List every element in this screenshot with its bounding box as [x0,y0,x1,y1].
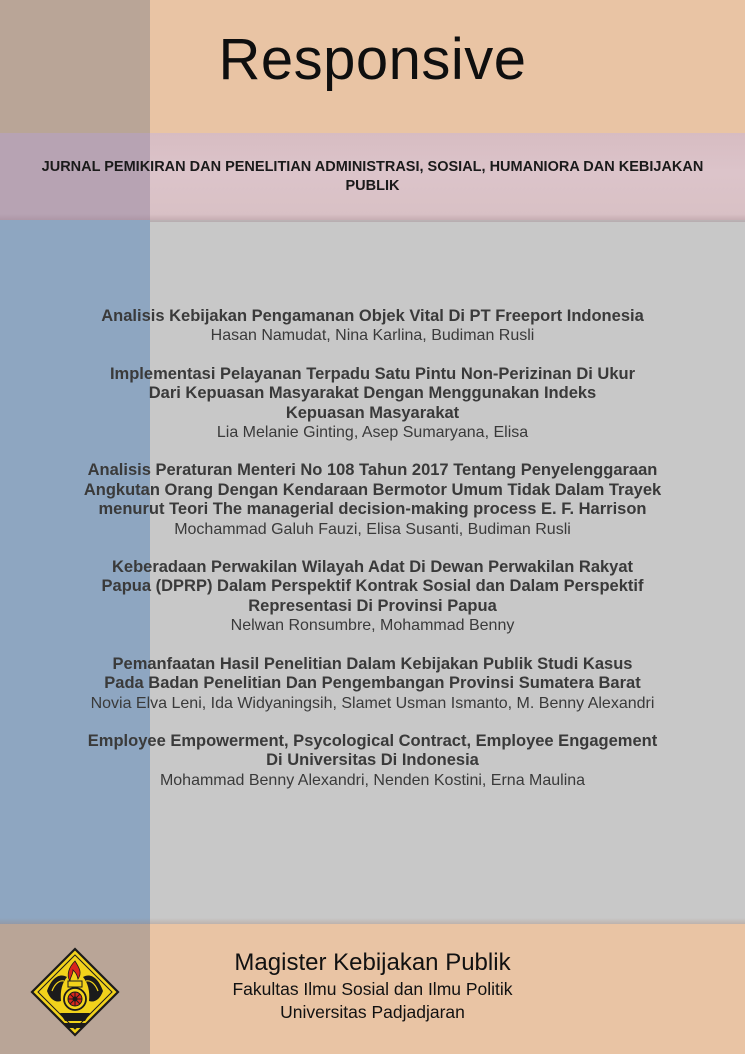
article-title-line: menurut Teori The managerial decision-making process E. F. Harrison [98,500,647,519]
article-entry [40,558,705,636]
article-title [40,307,705,326]
article-title-line: Pemanfaatan Hasil Penelitian Dalam Kebijakan Publik Studi Kasus [112,654,633,673]
article-entry [40,307,705,346]
article-authors: Mochammad Galuh Fauzi, Elisa Susanti, Budiman Rusli [174,520,571,538]
article-authors: Nelwan Ronsumbre, Mohammad Benny [230,617,515,635]
article-title [40,461,705,519]
university-name: Universitas Padjadjaran [280,1002,465,1022]
journal-title: Responsive [218,27,527,92]
article-authors: Novia Elva Leni, Ida Widyaningsih, Slamet Usman Ismanto, M. Benny Alexandri [90,694,655,712]
article-authors: Lia Melanie Ginting, Asep Sumaryana, Elisa [216,424,529,442]
university-emblem-icon [30,947,120,1037]
article-entry [40,655,705,713]
article-title-line: Analisis Peraturan Menteri No 108 Tahun 2017 Tentang Penyelenggaraan [87,461,658,480]
article-title-line: Analisis Kebijakan Pengamanan Objek Vital Di PT Freeport Indonesia [101,307,644,325]
article-title-line: Papua (DPRP) Dalam Perspektif Kontrak Sosial dan Dalam Perspektif [101,577,644,596]
article-entry [40,365,705,443]
article-title [40,558,705,616]
article-title-line: Dari Kepuasan Masyarakat Dengan Menggunakan Indeks [148,384,597,403]
article-authors: Hasan Namudat, Nina Karlina, Budiman Rusli [210,327,535,345]
faculty-name: Fakultas Ilmu Sosial dan Ilmu Politik [232,979,513,999]
article-entry [40,461,705,539]
footer-institution [150,948,595,1024]
program-name: Magister Kebijakan Publik [234,949,511,976]
article-title-line: Di Universitas Di Indonesia [266,751,479,770]
article-entry [40,732,705,790]
article-title [40,365,705,423]
article-title-line: Implementasi Pelayanan Terpadu Satu Pintu Non-Perizinan Di Ukur [109,364,636,383]
article-authors: Mohammad Benny Alexandri, Nenden Kostini, Erna Maulina [159,771,586,789]
article-title-line: Representasi Di Provinsi Papua [248,596,497,615]
article-title-line: Kepuasan Masyarakat [285,403,460,422]
article-title-line: Pada Badan Penelitian Dan Pengembangan Provinsi Sumatera Barat [104,674,641,693]
article-title [40,655,705,694]
article-list [40,307,705,809]
journal-subtitle: JURNAL PEMIKIRAN DAN PENELITIAN ADMINISTRASI, SOSIAL, HUMANIORA DAN KEBIJAKAN PUBLIK [41,159,704,194]
article-title-line: Keberadaan Perwakilan Wilayah Adat Di Dewan Perwakilan Rakyat [111,558,634,577]
article-title-line: Employee Empowerment, Psycological Contract, Employee Engagement [87,731,658,750]
article-title [40,732,705,771]
article-title-line: Angkutan Orang Dengan Kendaraan Bermotor Umum Tidak Dalam Trayek [83,480,662,499]
